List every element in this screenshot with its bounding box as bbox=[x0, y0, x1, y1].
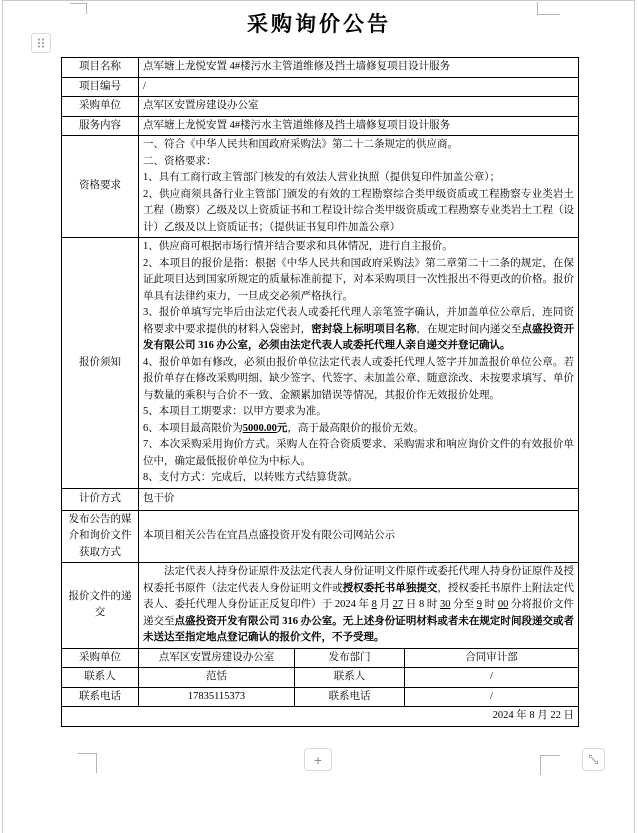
qualification-paragraph: 1、具有工商行政主管部门核发的有效法人营业执照（提供复印件加盖公章）； bbox=[143, 172, 500, 183]
quote-note-item bbox=[143, 256, 574, 306]
qualification-label[interactable]: 资格要求 bbox=[62, 136, 139, 238]
project-number-value[interactable]: / bbox=[139, 77, 579, 97]
text-segment: 30 bbox=[440, 599, 451, 610]
quote-note-item bbox=[143, 305, 574, 355]
table-row bbox=[62, 687, 579, 707]
table-row bbox=[62, 238, 579, 489]
text-segment: 1、供应商可根据市场行情并结合要求和具体情况，进行自主报价。 bbox=[143, 241, 453, 252]
text-segment: 3、报价单填写完毕后由法定代表人或委托代理人亲笔签字确认，并加盖单位公章后，连同资格要求中要求提供的材料入袋密封， bbox=[143, 307, 574, 335]
text-segment: ，在规定时间内递交至 bbox=[416, 323, 522, 335]
plus-icon: + bbox=[313, 751, 323, 768]
table-resize-handle[interactable] bbox=[582, 748, 605, 771]
text-segment: 月 bbox=[376, 599, 393, 610]
text-segment: 密封袋上标明项目名称 bbox=[311, 323, 417, 335]
text-segment: 8、支付方式：完成后，以转账方式结算货款。 bbox=[143, 472, 359, 483]
footer-contact2-value[interactable]: / bbox=[405, 668, 579, 688]
diagonal-resize-icon bbox=[588, 754, 599, 765]
text-segment: 点盛投资开发有限公司 316 办公室，必须由法定代表人或委托代理人亲自递交并登记确认。 bbox=[143, 323, 575, 351]
margin-crop-mark-bottom-right bbox=[540, 755, 560, 775]
footer-issuing-dept-label[interactable]: 发布部门 bbox=[295, 648, 405, 668]
quote-note-item bbox=[143, 239, 574, 256]
pricing-method-value[interactable]: 包干价 bbox=[139, 488, 579, 510]
qualification-paragraph: 一、符合《中华人民共和国政府采购法》第二十二条规定的供应商。 bbox=[143, 139, 458, 150]
text-segment: 9 bbox=[476, 599, 483, 610]
text-segment: 7、本次采购采用询价方式。采购人在符合资质要求、采购需求和响应询价文件的有效报价单位中，确定最低报价单位为中标人。 bbox=[143, 439, 574, 467]
text-segment: 5、本项目工期要求：以甲方要求为准。 bbox=[143, 406, 327, 417]
text-segment: 8 bbox=[371, 599, 377, 610]
table-drag-handle-icon[interactable] bbox=[31, 33, 51, 53]
text-segment: 时 bbox=[482, 599, 498, 610]
margin-crop-mark-top-left bbox=[70, 3, 87, 14]
submission-value[interactable] bbox=[139, 563, 579, 649]
table-row bbox=[62, 707, 579, 727]
text-segment: ，高于最高限价的报价无效。 bbox=[287, 422, 424, 434]
quote-notes-label[interactable]: 报价须知 bbox=[62, 238, 139, 489]
quote-note-item bbox=[143, 421, 574, 438]
project-name-value[interactable]: 点军塘上龙悦安置 4#楼污水主管道维修及挡土墙修复项目设计服务 bbox=[139, 58, 579, 78]
quote-note-item bbox=[143, 355, 574, 405]
project-number-label[interactable]: 项目编号 bbox=[62, 77, 139, 97]
text-segment: 4、报价单如有修改，必须由报价单位法定代表人或委托代理人签字并加盖报价单位公章。若报价单存在修改采购明细、缺少签字、代签字、未加盖公章、随意涂改、未按要求填写、单价与数量的乘积与合价不一致、金额累加错误等情况，其报价作无效报价处理。 bbox=[143, 356, 574, 401]
footer-purchaser-label[interactable]: 采购单位 bbox=[62, 648, 139, 668]
footer-phone-label[interactable]: 联系电话 bbox=[62, 687, 139, 707]
announcement-table[interactable] bbox=[61, 57, 579, 727]
text-segment: 法定代表人持身份证原件及法定代表人身份证明文件原件或委托代理人持身份证原件及授权委托书原件（法定代表人身份证明文件或 bbox=[143, 566, 574, 594]
drag-dots-icon bbox=[36, 37, 46, 49]
qualification-paragraph: 二、资格要求： bbox=[143, 155, 217, 167]
quote-notes-value[interactable] bbox=[139, 238, 579, 489]
purchaser-label[interactable]: 采购单位 bbox=[62, 97, 139, 117]
text-segment: 00 bbox=[497, 599, 509, 610]
text-segment: 5000.00 bbox=[242, 422, 277, 434]
margin-crop-mark-bottom-left bbox=[78, 753, 97, 773]
pricing-method-label[interactable]: 计价方式 bbox=[62, 488, 139, 510]
table-row bbox=[62, 563, 579, 649]
footer-phone-value[interactable]: 17835115373 bbox=[139, 687, 295, 707]
footer-phone2-label[interactable]: 联系电话 bbox=[295, 687, 405, 707]
footer-contact-value[interactable]: 范恬 bbox=[139, 668, 295, 688]
table-row bbox=[62, 648, 579, 668]
qualification-value[interactable] bbox=[139, 136, 579, 238]
footer-purchaser-value[interactable]: 点军区安置房建设办公室 bbox=[139, 648, 295, 668]
table-row bbox=[62, 488, 579, 510]
page-edge-right bbox=[634, 0, 635, 833]
text-segment: 2、本项目的报价是指：根据《中华人民共和国政府采购法》第二章第二十二条的规定，在保证此项目达到国家所规定的质量标准前提下，对本采购项目一次性报出不得更改的价格。报价单具有法律约束力，一旦成交必须严格执行。 bbox=[143, 257, 574, 302]
page-title: 采购询价公告 bbox=[247, 12, 391, 36]
service-content-label[interactable]: 服务内容 bbox=[62, 116, 139, 136]
text-segment: 27 bbox=[392, 599, 404, 610]
table-row bbox=[62, 77, 579, 97]
quote-note-item bbox=[143, 470, 574, 487]
text-segment: 分将报价文件递交至 bbox=[143, 599, 575, 627]
table-row bbox=[62, 116, 579, 136]
text-segment: 授权委托书单独提交 bbox=[342, 582, 438, 594]
margin-crop-mark-top-right bbox=[537, 2, 560, 15]
footer-phone2-value[interactable]: / bbox=[405, 687, 579, 707]
table-row bbox=[62, 97, 579, 117]
announcement-media-label[interactable]: 发布公告的媒介和询价文件获取方式 bbox=[62, 510, 139, 563]
service-content-value[interactable]: 点军塘上龙悦安置 4#楼污水主管道维修及挡土墙修复项目设计服务 bbox=[139, 116, 579, 136]
text-segment: ，授权委托书原件上附法定代表人、委托代理人身份证正反复印件）于 2024 年 bbox=[143, 582, 575, 610]
quote-note-item bbox=[143, 404, 574, 421]
footer-contact2-label[interactable]: 联系人 bbox=[295, 668, 405, 688]
footer-contact-label[interactable]: 联系人 bbox=[62, 668, 139, 688]
qualification-paragraph: 2、供应商须具备行业主管部门颁发的有效的工程勘察综合类甲级资质或工程勘察专业类岩土工程（勘察）乙级及以上资质证书和工程设计综合类甲级资质或工程勘察专业类岩土工程（设计）乙级及以上资质证书；（提供证书复印件加盖公章） bbox=[143, 188, 574, 233]
submission-paragraph bbox=[143, 564, 574, 647]
table-row bbox=[62, 510, 579, 563]
text-segment: 分至 bbox=[450, 599, 477, 610]
announcement-date[interactable]: 2024 年 8 月 22 日 bbox=[62, 707, 579, 727]
page-edge-top bbox=[2, 0, 635, 1]
add-block-button[interactable] bbox=[304, 748, 332, 771]
announcement-media-value[interactable]: 本项目相关公告在宜昌点盛投资开发有限公司网站公示 bbox=[139, 510, 579, 563]
table-row bbox=[62, 136, 579, 238]
footer-issuing-dept-value[interactable]: 合同审计部 bbox=[405, 648, 579, 668]
text-segment: 元 bbox=[276, 422, 288, 434]
purchaser-value[interactable]: 点军区安置房建设办公室 bbox=[139, 97, 579, 117]
table-row bbox=[62, 58, 579, 78]
table-row bbox=[62, 668, 579, 688]
project-name-label[interactable]: 项目名称 bbox=[62, 58, 139, 78]
page-edge-left bbox=[2, 0, 3, 833]
text-segment: 6、本项目最高限价为 bbox=[143, 422, 243, 434]
submission-label[interactable]: 报价文件的递交 bbox=[62, 563, 139, 649]
quote-note-item bbox=[143, 437, 574, 470]
text-segment: 日 8 时 bbox=[403, 599, 440, 610]
text-segment: 点盛投资开发有限公司 316 办公室。无上述身份证明材料或者未在规定时间段递交或者未送达至指定地点登记确认的报价文件，不予受理。 bbox=[143, 615, 575, 643]
